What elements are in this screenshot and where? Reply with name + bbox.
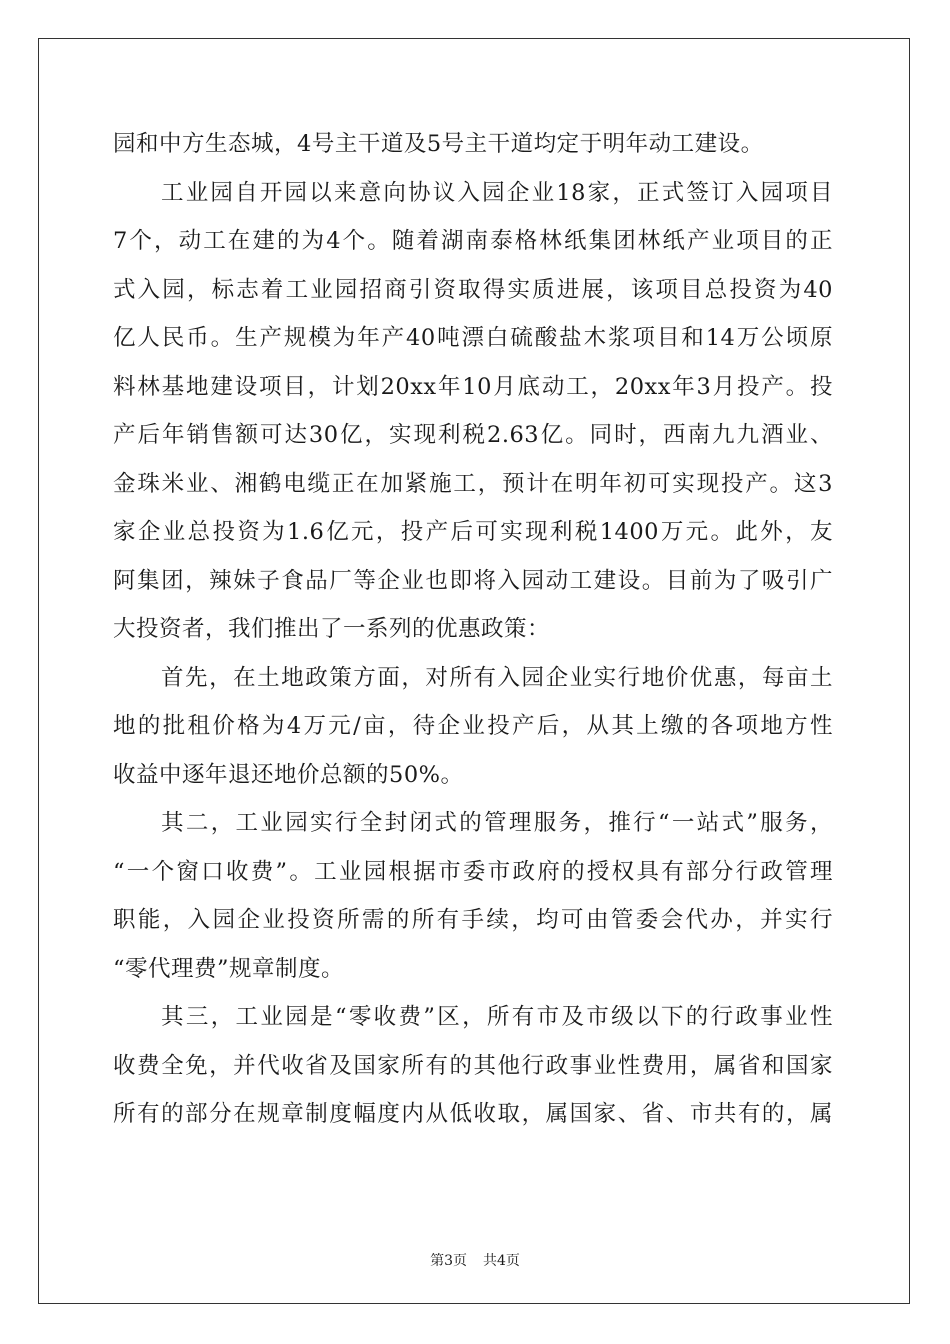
- page-number: 第3页: [430, 1253, 467, 1269]
- paragraph-line: 职能，入园企业投资所需的所有手续，均可由管委会代办，并实行: [113, 907, 833, 933]
- paragraph-line: 首先，在土地政策方面，对所有入园企业实行地价优惠，每亩土: [161, 664, 833, 691]
- paragraph-line: 式入园，标志着工业园招商引资取得实质进展，该项目总投资为40: [113, 276, 833, 303]
- paragraph-line: 收益中逐年退还地价总额的50%。: [113, 761, 464, 788]
- paragraph-line: 工业园自开园以来意向协议入园企业18家，正式签订入园项目: [161, 179, 833, 206]
- paragraph-line: “一个窗口收费”。工业园根据市委市政府的授权具有部分行政管理: [113, 858, 833, 885]
- document-body: [113, 120, 833, 1139]
- paragraph-line: 家企业总投资为1.6亿元，投产后可实现利税1400万元。此外，友: [113, 519, 833, 545]
- paragraph-line: “零代理费”规章制度。: [113, 955, 345, 982]
- paragraph-line: 阿集团，辣妹子食品厂等企业也即将入园动工建设。目前为了吸引广: [113, 567, 833, 594]
- paragraph-line: 其三，工业园是“零收费”区，所有市及市级以下的行政事业性: [161, 1004, 833, 1030]
- paragraph-line: 收费全免，并代收省及国家所有的其他行政事业性费用，属省和国家: [113, 1052, 833, 1079]
- paragraph-line: 料林基地建设项目，计划20xx年10月底动工，20xx年3月投产。投: [113, 373, 833, 400]
- paragraph-line: 亿人民币。生产规模为年产40吨漂白硫酸盐木浆项目和14万公顷原: [113, 325, 833, 351]
- paragraph-line: 产后年销售额可达30亿，实现利税2.63亿。同时，西南九九酒业、: [113, 422, 833, 448]
- page-footer: [0, 1250, 950, 1270]
- paragraph-line: 大投资者，我们推出了一系列的优惠政策：: [113, 616, 551, 642]
- page-total: 共4页: [483, 1253, 520, 1269]
- paragraph-line: 其二，工业园实行全封闭式的管理服务，推行“一站式”服务，: [161, 810, 833, 836]
- paragraph-line: 园和中方生态城，4号主干道及5号主干道均定于明年动工建设。: [113, 131, 764, 157]
- paragraph-line: 金珠米业、湘鹤电缆正在加紧施工，预计在明年初可实现投产。这3: [113, 470, 833, 497]
- paragraph-line: 所有的部分在规章制度幅度内从低收取，属国家、省、市共有的，属: [113, 1101, 833, 1127]
- paragraph-line: 地的批租价格为4万元/亩，待企业投产后，从其上缴的各项地方性: [113, 713, 833, 739]
- paragraph-line: 7个，动工在建的为4个。随着湖南泰格林纸集团林纸产业项目的正: [113, 228, 833, 254]
